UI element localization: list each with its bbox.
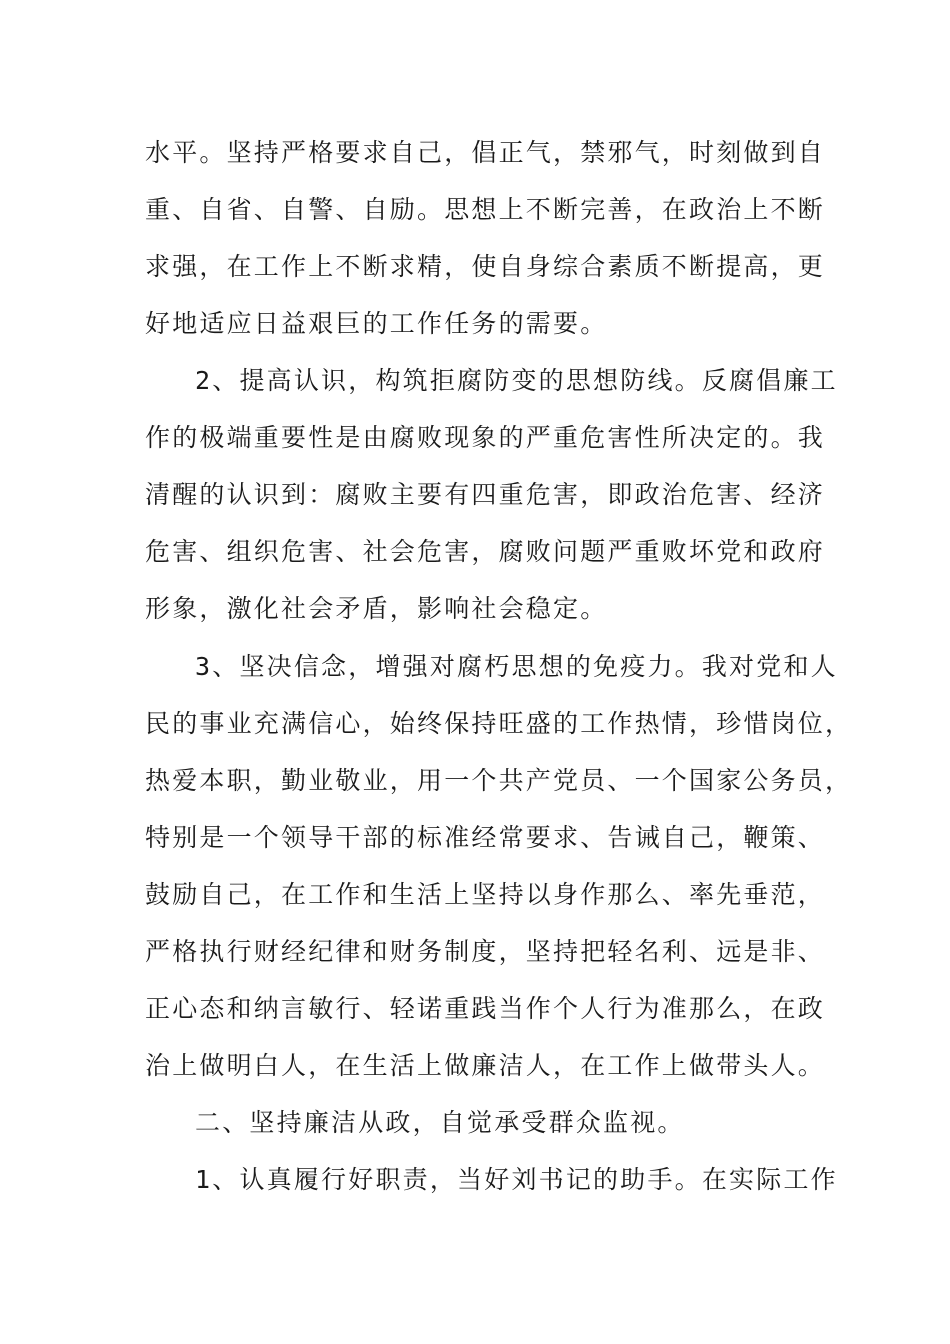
- text-line: 重、自省、自警、自励。思想上不断完善，在政治上不断: [145, 195, 826, 224]
- text-line: 热爱本职，勤业敬业，用一个共产党员、一个国家公务员，: [145, 766, 853, 795]
- text-line: 鼓励自己，在工作和生活上坚持以身作那么、率先垂范，: [145, 880, 826, 909]
- text-line: 民的事业充满信心，始终保持旺盛的工作热情，珍惜岗位，: [145, 709, 853, 738]
- text-line: 危害、组织危害、社会危害，腐败问题严重败坏党和政府: [145, 537, 826, 566]
- paragraph-start-line: 3、坚决信念，增强对腐朽思想的免疫力。我对党和人: [195, 652, 838, 681]
- paragraph-start-line: 1、认真履行好职责，当好刘书记的助手。在实际工作: [195, 1165, 838, 1194]
- text-line: 求强，在工作上不断求精，使自身综合素质不断提高，更: [145, 252, 826, 281]
- text-line: 水平。坚持严格要求自己，倡正气，禁邪气，时刻做到自: [145, 138, 826, 167]
- text-line: 好地适应日益艰巨的工作任务的需要。: [145, 309, 608, 338]
- paragraph-start-line: 2、提高认识，构筑拒腐防变的思想防线。反腐倡廉工: [195, 366, 838, 395]
- text-line: 治上做明白人，在生活上做廉洁人，在工作上做带头人。: [145, 1051, 826, 1080]
- text-line: 形象，激化社会矛盾，影响社会稳定。: [145, 594, 608, 623]
- text-line: 特别是一个领导干部的标准经常要求、告诫自己，鞭策、: [145, 823, 826, 852]
- text-line: 清醒的认识到：腐败主要有四重危害，即政治危害、经济: [145, 480, 826, 509]
- text-line: 严格执行财经纪律和财务制度，坚持把轻名利、远是非、: [145, 937, 826, 966]
- text-line: 正心态和纳言敏行、轻诺重践当作个人行为准那么，在政: [145, 994, 826, 1023]
- section-heading: 二、坚持廉洁从政，自觉承受群众监视。: [195, 1108, 685, 1137]
- text-line: 作的极端重要性是由腐败现象的严重危害性所决定的。我: [145, 423, 826, 452]
